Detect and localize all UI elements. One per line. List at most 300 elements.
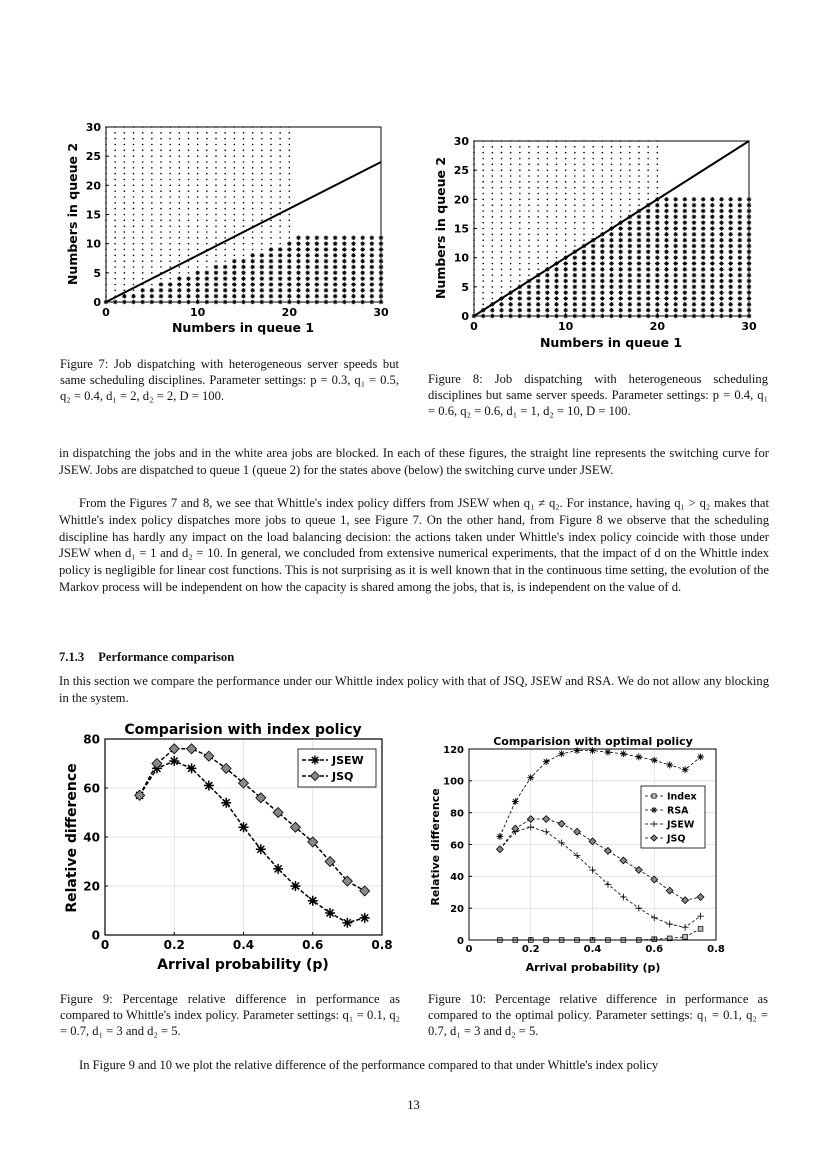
fig7-star	[205, 282, 210, 287]
fig8-star	[673, 261, 678, 266]
fig8-star	[655, 203, 660, 208]
fig8-dot	[482, 216, 484, 218]
fig7-dot	[188, 266, 190, 268]
fig7-dot	[224, 260, 226, 262]
fig7-star	[186, 294, 191, 299]
fig7-dot	[133, 220, 135, 222]
fig10-series-jsq-point	[605, 847, 612, 854]
fig7-dot	[188, 150, 190, 152]
fig8-dot	[501, 199, 503, 201]
fig7-dot	[206, 155, 208, 157]
fig8-star	[600, 238, 605, 243]
fig8-star	[563, 308, 568, 313]
fig8-star	[545, 279, 550, 284]
fig8-dot	[629, 158, 631, 160]
fig7-dot	[197, 266, 199, 268]
fig7-dot	[270, 167, 272, 169]
fig8-dot	[492, 164, 494, 166]
fig9-ytick-label: 80	[83, 732, 100, 747]
fig7-star	[278, 253, 283, 258]
fig8-ytick-label: 0	[461, 310, 469, 323]
fig8-dot	[519, 164, 521, 166]
fig8-dot	[647, 169, 649, 171]
section-number: 7.1.3	[59, 650, 85, 664]
fig7-dot	[197, 173, 199, 175]
fig10-series-rsa-point	[605, 749, 612, 756]
fig7-dot	[243, 255, 245, 257]
fig8-star	[683, 232, 688, 237]
fig8-star	[637, 215, 642, 220]
fig7-star	[324, 241, 329, 246]
fig8-star	[738, 226, 743, 231]
fig7-dot	[224, 237, 226, 239]
fig7-dot	[151, 208, 153, 210]
fig8-star	[646, 290, 651, 295]
fig8-star	[628, 273, 633, 278]
fig7-dot	[124, 161, 126, 163]
fig7-star	[296, 288, 301, 293]
fig8-dot	[574, 187, 576, 189]
fig7-dot	[124, 272, 126, 274]
fig7-dot	[151, 243, 153, 245]
fig7-star	[324, 271, 329, 276]
fig7-dot	[234, 220, 236, 222]
fig7-dot	[270, 225, 272, 227]
fig7-star	[342, 259, 347, 264]
fig8-dot	[620, 187, 622, 189]
fig10-xtick-label: 0.2	[521, 944, 540, 955]
fig7-dot	[206, 132, 208, 134]
fig10-ticks	[443, 745, 725, 955]
fig7-dot	[160, 237, 162, 239]
fig8-dot	[638, 158, 640, 160]
fig8-star	[527, 302, 532, 307]
fig7-star	[241, 265, 246, 270]
fig10-series-jsq-point	[666, 887, 673, 894]
fig7-dot	[179, 185, 181, 187]
fig8-star	[738, 296, 743, 301]
fig8-star	[692, 267, 697, 272]
fig8-dot	[556, 193, 558, 195]
fig8-dot	[537, 193, 539, 195]
fig8-star	[600, 285, 605, 290]
fig8-dot	[510, 234, 512, 236]
fig8-star	[683, 290, 688, 295]
fig8-star	[545, 290, 550, 295]
fig7-star	[260, 282, 265, 287]
fig7-dot	[179, 220, 181, 222]
fig8-star	[738, 209, 743, 214]
fig8-star	[738, 285, 743, 290]
fig7-dot	[151, 173, 153, 175]
fig8-dot	[565, 239, 567, 241]
fig8-dot	[629, 210, 631, 212]
fig8-star	[554, 267, 559, 272]
fig7-ytick-label: 5	[93, 266, 101, 280]
fig8-star	[573, 273, 578, 278]
fig7-dot	[133, 150, 135, 152]
fig8-dot	[602, 181, 604, 183]
fig9-xlabel: Arrival probability (p)	[157, 957, 329, 973]
fig8-star	[591, 285, 596, 290]
fig8-dot	[501, 210, 503, 212]
fig7-dot	[124, 196, 126, 198]
fig8-dot	[501, 269, 503, 271]
fig8-star	[563, 261, 568, 266]
fig8-dot	[492, 228, 494, 230]
fig8-dot	[647, 146, 649, 148]
fig7-dot	[289, 161, 291, 163]
fig8-star	[609, 273, 614, 278]
fig7-dot	[197, 243, 199, 245]
fig7-dot	[151, 179, 153, 181]
fig7-dot	[124, 179, 126, 181]
fig7-dot	[188, 231, 190, 233]
fig8-dot	[510, 280, 512, 282]
fig8-star	[719, 302, 724, 307]
fig8-dot	[519, 187, 521, 189]
fig7-dot	[234, 138, 236, 140]
fig8-dot	[482, 286, 484, 288]
fig7-star	[186, 282, 191, 287]
fig7-dot	[133, 225, 135, 227]
fig7-star	[370, 247, 375, 252]
fig7-dot	[160, 208, 162, 210]
fig8-dot	[583, 234, 585, 236]
fig8-star	[646, 302, 651, 307]
fig7-ylabel: Numbers in queue 2	[65, 142, 80, 286]
fig7-dot	[133, 179, 135, 181]
fig7-dot	[279, 196, 281, 198]
fig8-star	[728, 250, 733, 255]
fig8-star	[701, 255, 706, 260]
fig8-dot	[565, 175, 567, 177]
fig8-dot	[611, 169, 613, 171]
fig8-xtick-label: 0	[470, 320, 478, 333]
fig7-dot	[206, 144, 208, 146]
fig7-dot	[224, 173, 226, 175]
fig8-star	[728, 215, 733, 220]
fig7-star	[370, 282, 375, 287]
fig9-legend	[298, 749, 376, 787]
fig8-star	[655, 250, 660, 255]
fig8-dot	[528, 175, 530, 177]
fig7-star	[214, 271, 219, 276]
fig8-star	[582, 267, 587, 272]
fig8-dot	[638, 175, 640, 177]
fig7-dot	[197, 144, 199, 146]
fig8-dot	[510, 152, 512, 154]
fig8-dot	[647, 175, 649, 177]
fig8-star	[573, 267, 578, 272]
fig7-star	[296, 253, 301, 258]
fig8-star	[728, 290, 733, 295]
fig8-dot	[556, 228, 558, 230]
fig7-dot	[270, 214, 272, 216]
fig8-star	[673, 273, 678, 278]
fig7-dot	[188, 167, 190, 169]
fig8-star	[692, 261, 697, 266]
fig8-star	[655, 267, 660, 272]
fig7-marks	[104, 126, 384, 304]
fig7-dot	[142, 249, 144, 251]
fig8-star	[536, 302, 541, 307]
fig7-dot	[169, 260, 171, 262]
fig8-star	[609, 255, 614, 260]
fig8-dot	[528, 158, 530, 160]
fig7-dot	[160, 202, 162, 204]
fig7-dot	[133, 167, 135, 169]
fig8-dot	[638, 187, 640, 189]
fig7-dot	[169, 173, 171, 175]
fig8-dot	[574, 210, 576, 212]
fig8-star	[646, 215, 651, 220]
fig8-star	[738, 197, 743, 202]
fig8-dot	[519, 263, 521, 265]
fig7-dot	[234, 196, 236, 198]
fig8-star	[692, 209, 697, 214]
fig8-dot	[556, 257, 558, 259]
fig7-star	[370, 265, 375, 270]
fig8-dot	[556, 152, 558, 154]
fig8-star	[673, 226, 678, 231]
fig8-star	[692, 285, 697, 290]
fig8-star	[719, 290, 724, 295]
fig7-dot	[114, 249, 116, 251]
fig8-dot	[501, 251, 503, 253]
fig8-star	[573, 308, 578, 313]
fig8-dot	[574, 228, 576, 230]
fig9-series-jsq-point	[360, 886, 370, 896]
fig7-dot	[279, 231, 281, 233]
fig7-star	[333, 253, 338, 258]
fig8-star	[673, 220, 678, 225]
fig7-dot	[261, 173, 263, 175]
fig8-star	[664, 290, 669, 295]
fig7-dot	[224, 185, 226, 187]
fig8-ytick-label: 25	[453, 164, 469, 178]
fig8-star	[600, 302, 605, 307]
fig8-dot	[482, 204, 484, 206]
fig8-dot	[602, 193, 604, 195]
fig8-dot	[528, 146, 530, 148]
fig8-star	[664, 250, 669, 255]
fig7-dot	[261, 249, 263, 251]
fig8-dot	[528, 199, 530, 201]
fig8-star	[655, 209, 660, 214]
fig8-dot	[547, 228, 549, 230]
fig7-dot	[124, 243, 126, 245]
fig7-dot	[252, 167, 254, 169]
fig8-star	[582, 302, 587, 307]
fig8-star	[545, 296, 550, 301]
fig7-star	[223, 282, 228, 287]
fig8-dot	[537, 245, 539, 247]
fig7-dot	[224, 255, 226, 257]
fig7-star	[370, 236, 375, 241]
fig8-star	[591, 302, 596, 307]
fig7-dot	[169, 266, 171, 268]
fig7-dot	[151, 231, 153, 233]
fig8-dot	[501, 204, 503, 206]
fig8-dot	[629, 199, 631, 201]
fig7-star	[287, 282, 292, 287]
fig8-dot	[556, 146, 558, 148]
fig8-dot	[510, 216, 512, 218]
fig8-dot	[629, 164, 631, 166]
fig7-dot	[124, 231, 126, 233]
fig7-dot	[252, 243, 254, 245]
fig8-dot	[556, 169, 558, 171]
fig8-star	[719, 203, 724, 208]
fig8-dot	[510, 181, 512, 183]
fig8-dot	[510, 274, 512, 276]
fig7-dot	[142, 225, 144, 227]
fig7-star	[351, 259, 356, 264]
fig7-dot	[179, 132, 181, 134]
fig8-dot	[547, 234, 549, 236]
fig8-dot	[492, 263, 494, 265]
fig7-dot	[151, 132, 153, 134]
fig8-dot	[565, 234, 567, 236]
fig7-star	[296, 241, 301, 246]
fig8-star	[728, 302, 733, 307]
fig8-star	[618, 296, 623, 301]
fig7-dot	[142, 179, 144, 181]
fig8-star	[664, 197, 669, 202]
fig10-series-jsew-point	[651, 914, 658, 921]
fig8-star	[527, 290, 532, 295]
fig8-star	[618, 261, 623, 266]
fig7-dot	[133, 138, 135, 140]
fig7-dot	[270, 138, 272, 140]
fig7-star	[370, 253, 375, 258]
fig8-star	[628, 244, 633, 249]
fig8-dot	[501, 169, 503, 171]
fig7-star	[232, 294, 237, 299]
fig8-star	[692, 250, 697, 255]
fig7-dot	[289, 237, 291, 239]
fig8-dot	[537, 158, 539, 160]
fig7-dot	[151, 214, 153, 216]
fig8-star	[628, 255, 633, 260]
fig8-star	[710, 238, 715, 243]
fig7-star	[342, 265, 347, 270]
fig7-dot	[206, 167, 208, 169]
fig7-dot	[114, 173, 116, 175]
fig7-dot	[151, 190, 153, 192]
fig7-dot	[133, 173, 135, 175]
fig8-dot	[592, 210, 594, 212]
fig8-star	[628, 279, 633, 284]
fig8-dot	[657, 187, 659, 189]
fig7-star	[241, 282, 246, 287]
fig7-dot	[169, 243, 171, 245]
fig7-star	[360, 259, 365, 264]
fig8-star	[710, 209, 715, 214]
fig7-dot	[224, 155, 226, 157]
fig10-ytick-label: 60	[450, 840, 464, 852]
fig8-star	[692, 203, 697, 208]
fig7-star	[260, 276, 265, 281]
fig10-series-index-point	[698, 926, 703, 931]
fig8-star	[738, 290, 743, 295]
fig8-star	[563, 285, 568, 290]
fig7-dot	[133, 284, 135, 286]
fig8-dot	[537, 263, 539, 265]
fig8-dot	[629, 152, 631, 154]
fig8-star	[719, 255, 724, 260]
fig7-dot	[197, 179, 199, 181]
fig8-star	[628, 226, 633, 231]
fig8-dot	[583, 181, 585, 183]
fig7-ytick-label: 0	[93, 296, 101, 309]
fig8-dot	[492, 204, 494, 206]
fig8-dot	[528, 152, 530, 154]
fig7-dot	[252, 202, 254, 204]
fig9-xtick-label: 0.4	[232, 938, 255, 952]
fig7-dot	[160, 196, 162, 198]
fig8-star	[655, 261, 660, 266]
fig7-dot	[279, 208, 281, 210]
fig7-star	[260, 294, 265, 299]
fig8-dot	[629, 169, 631, 171]
fig8-star	[646, 232, 651, 237]
fig8-dot	[482, 292, 484, 294]
fig7-dot	[142, 260, 144, 262]
fig8-dot	[620, 204, 622, 206]
fig8-dot	[547, 181, 549, 183]
fig7-star	[177, 276, 182, 281]
fig8-dot	[519, 251, 521, 253]
fig7-dot	[279, 161, 281, 163]
fig8-dot	[565, 204, 567, 206]
fig7-dot	[114, 260, 116, 262]
fig7-dot	[179, 155, 181, 157]
fig8-star	[655, 226, 660, 231]
fig8-dot	[602, 228, 604, 230]
fig7-star	[324, 282, 329, 287]
fig8-star	[673, 250, 678, 255]
fig9-legend-label-jsq: JSQ	[332, 769, 354, 783]
fig7-star	[140, 294, 145, 299]
fig7-dot	[133, 237, 135, 239]
fig7-dot	[270, 208, 272, 210]
fig7-dot	[224, 243, 226, 245]
fig7-star	[351, 247, 356, 252]
fig8-star	[710, 226, 715, 231]
fig8-dot	[647, 181, 649, 183]
fig7-star	[205, 276, 210, 281]
fig10-series-jsq-point	[574, 828, 581, 835]
fig8-star	[664, 232, 669, 237]
fig8-dot	[583, 164, 585, 166]
fig7-dot	[160, 243, 162, 245]
fig10-series-jsq-point	[527, 816, 534, 823]
fig8-dot	[602, 204, 604, 206]
fig8-star	[536, 308, 541, 313]
fig8-star	[738, 250, 743, 255]
fig7-dot	[234, 173, 236, 175]
fig10-ytick-label: 80	[450, 808, 464, 820]
fig8-star	[683, 215, 688, 220]
fig10-series-jsq-point	[651, 876, 658, 883]
fig8-dot	[501, 234, 503, 236]
fig7-dot	[179, 225, 181, 227]
fig8-star	[701, 250, 706, 255]
fig8-star	[738, 273, 743, 278]
fig8-dot	[482, 164, 484, 166]
